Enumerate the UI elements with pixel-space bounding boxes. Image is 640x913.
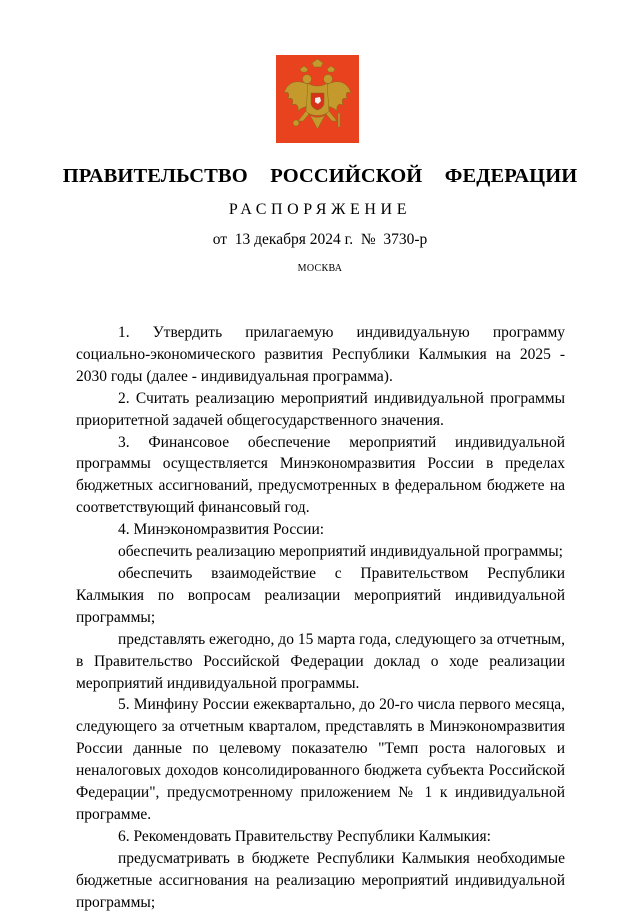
paragraph-1: 1. Утвердить прилагаемую индивидуальную программу социально-экономического развития Республики Калмыкия на 2025 - 2030 годы (далее - индивидуальная программа). — [76, 324, 565, 385]
document-type: РАСПОРЯЖЕНИЕ — [228, 201, 412, 218]
paragraph-4-item-3: представлять ежегодно, до 15 марта года, следующего за отчетным, в Правительство Российской Федерации доклад о ходе реализации мероприятий индивидуальной программы. — [76, 630, 565, 692]
document-date-number: от 13 декабря 2024 г. № 3730-р — [212, 231, 428, 248]
city-label: МОСКВА — [297, 263, 343, 274]
document-body — [76, 322, 565, 913]
paragraph-5: 5. Минфину России ежеквартально, до 20-го числа первого месяца, следующего за отчетным кварталом, представлять в Минэкономразвития России данные по целевому показателю "Темп роста налоговых и неналоговых доходов консолидированного бюджета субъекта Российской Федерации", предусмотренному приложением № 1 к индивидуальной программе. — [76, 696, 565, 823]
paragraph-6: 6. Рекомендовать Правительству Республики Калмыкия: — [118, 827, 491, 845]
paragraph-4-item-2: обеспечить взаимодействие с Правительством Республики Калмыкия по вопросам реализации мероприятий индивидуальной программы; — [76, 564, 565, 626]
paragraph-4: 4. Минэкономразвития России: — [118, 521, 325, 539]
paragraph-3: 3. Финансовое обеспечение мероприятий индивидуальной программы осуществляется Минэкономразвития России в пределах бюджетных ассигнований, предусмотренных в федеральном бюджете на соответствующий финансовый год. — [76, 433, 565, 517]
paragraph-6-item-1: предусматривать в бюджете Республики Калмыкия необходимые бюджетные ассигнования на реализацию мероприятий индивидуальной программы; — [76, 849, 565, 911]
russian-coat-of-arms-icon — [276, 55, 359, 143]
paragraph-2: 2. Считать реализацию мероприятий индивидуальной программы приоритетной задачей общегосударственного значения. — [76, 389, 565, 429]
paragraph-4-item-1: обеспечить реализацию мероприятий индивидуальной программы; — [118, 543, 563, 561]
government-title: ПРАВИТЕЛЬСТВО РОССИЙСКОЙ ФЕДЕРАЦИИ — [62, 165, 578, 187]
